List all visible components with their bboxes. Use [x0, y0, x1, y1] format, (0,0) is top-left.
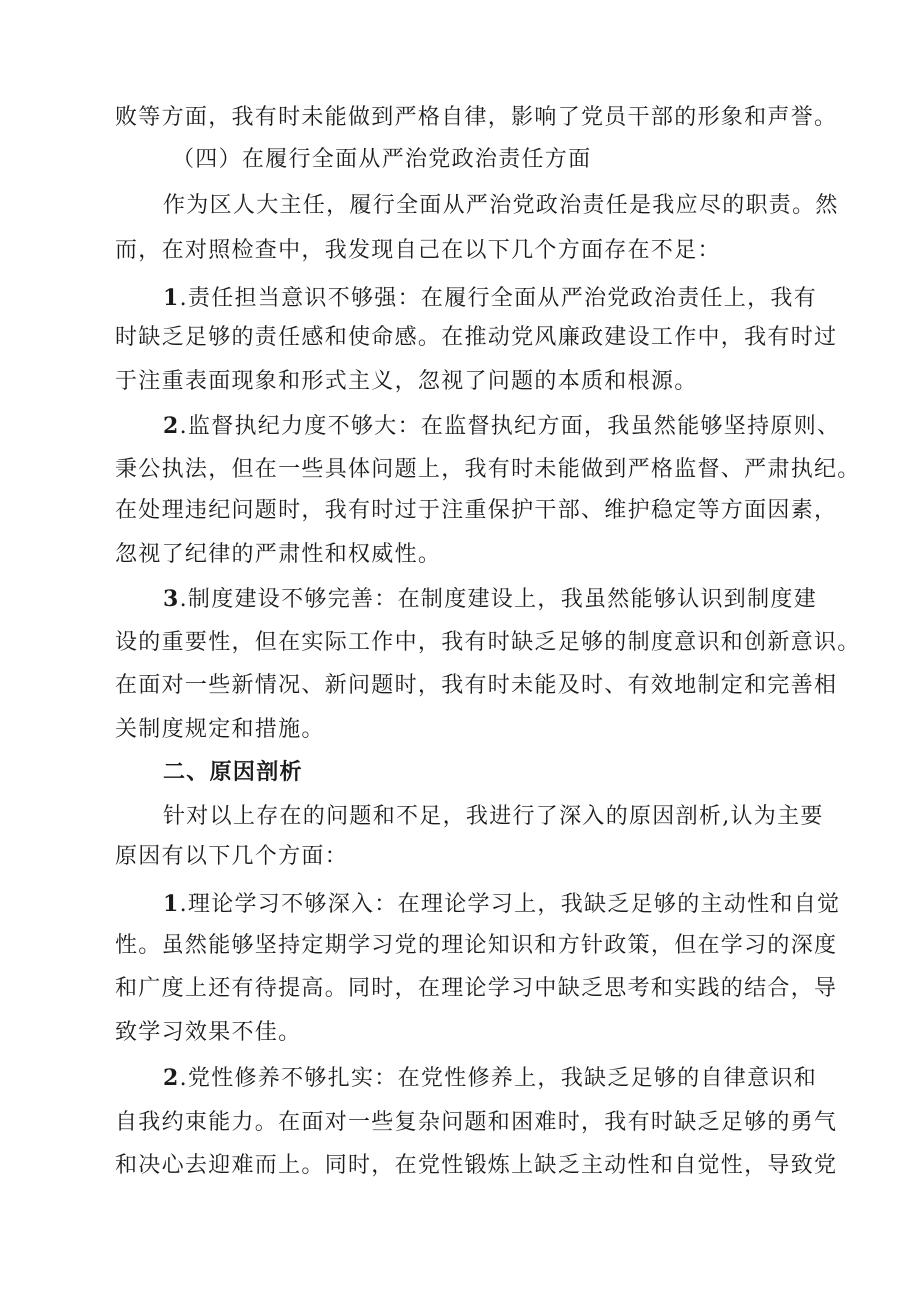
paragraph-line: 作为区人大主任，履行全面从严治党政治责任是我应尽的职责。然 [163, 193, 839, 218]
paragraph-line: 性。虽然能够坚持定期学习党的理论知识和方针政策，但在学习的深度 [115, 933, 838, 958]
list-item-2-line [163, 411, 840, 442]
paragraph-line: 和广度上还有待提高。同时，在理论学习中缺乏思考和实践的结合，导 [115, 976, 838, 1001]
list-item-number: 2 [163, 413, 180, 439]
paragraph-line: 忽视了纪律的严肃性和权威性。 [115, 542, 442, 567]
list-item-number: 1 [163, 285, 180, 311]
list-item-number: 2 [163, 1065, 180, 1091]
cause-item-1-line [163, 889, 840, 920]
paragraph-line: 时缺乏足够的责任感和使命感。在推动党风廉政建设工作中，我有时过 [115, 325, 838, 350]
paragraph-line: 致学习效果不佳。 [115, 1020, 302, 1045]
list-item-1-line [163, 283, 817, 314]
paragraph-line: 而，在对照检查中，我发现自己在以下几个方面存在不足： [115, 238, 721, 263]
paragraph-line: 自我约束能力。在面对一些复杂问题和困难时，我有时缺乏足够的勇气 [115, 1110, 838, 1135]
list-item-text: .理论学习不够深入：在理论学习上，我缺乏足够的主动性和自觉 [179, 892, 841, 917]
paragraph-line: 于注重表面现象和形式主义，忽视了问题的本质和根源。 [115, 369, 698, 394]
cause-item-2-line [163, 1063, 817, 1094]
list-item-text: .责任担当意识不够强：在履行全面从严治党政治责任上，我有 [179, 286, 818, 311]
paragraph-line: 败等方面，我有时未能做到严格自律，影响了党员干部的形象和声誉。 [115, 105, 838, 130]
paragraph-line: 和决心去迎难而上。同时，在党性锻炼上缺乏主动性和自觉性，导致党 [115, 1153, 838, 1178]
paragraph-line: 原因有以下几个方面： [115, 844, 349, 869]
paragraph-line: 秉公执法，但在一些具体问题上，我有时未能做到严格监督、严肃执纪。 [115, 457, 861, 482]
paragraph-line: 针对以上存在的问题和不足，我进行了深入的原因剖析,认为主要 [163, 804, 824, 829]
section-heading-two: 二、原因剖析 [163, 760, 303, 785]
list-item-text: .党性修养不够扎实：在党性修养上，我缺乏足够的自律意识和 [179, 1066, 818, 1091]
list-item-text: .监督执纪力度不够大：在监督执纪方面，我虽然能够坚持原则、 [179, 414, 841, 439]
paragraph-line: 在面对一些新情况、新问题时，我有时未能及时、有效地制定和完善相 [115, 673, 838, 698]
paragraph-line: 在处理违纪问题时，我有时过于注重保护干部、维护稳定等方面因素， [115, 498, 838, 523]
section-heading-four: （四）在履行全面从严治党政治责任方面 [172, 147, 592, 172]
list-item-text: .制度建设不够完善：在制度建设上，我虽然能够认识到制度建 [179, 587, 818, 612]
list-item-number: 3 [163, 586, 180, 612]
paragraph-line: 关制度规定和措施。 [115, 717, 325, 742]
paragraph-line: 设的重要性，但在实际工作中，我有时缺乏足够的制度意识和创新意识。 [115, 630, 861, 655]
list-item-number: 1 [163, 891, 180, 917]
list-item-3-line [163, 584, 817, 615]
